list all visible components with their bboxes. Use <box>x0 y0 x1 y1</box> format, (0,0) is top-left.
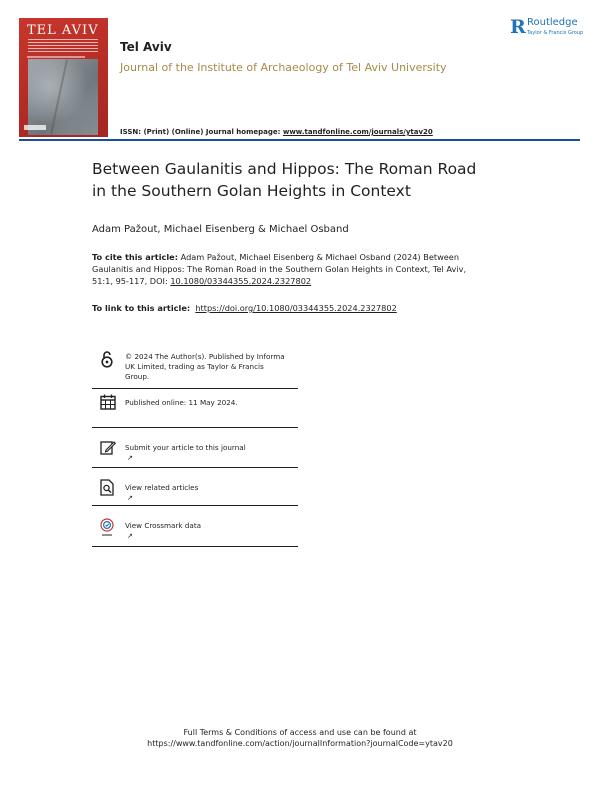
cover-publisher-logo <box>24 125 46 130</box>
crossmark-row[interactable] <box>92 506 298 547</box>
cover-subtitle-lines <box>28 39 98 53</box>
journal-homepage-link[interactable]: www.tandfonline.com/journals/ytav20 <box>282 128 433 136</box>
license-line: Group. <box>125 372 150 381</box>
journal-title: Tel Aviv <box>120 40 172 54</box>
submit-article-link[interactable] <box>125 443 246 463</box>
article-link-line <box>92 303 397 313</box>
article-authors: Adam Pažout, Michael Eisenberg & Michael Osband <box>92 224 349 235</box>
related-label[interactable]: View related articles <box>125 483 199 492</box>
cover-divider <box>27 56 85 58</box>
license-text <box>125 352 285 382</box>
citation-text: 51:1, 95-117, DOI: <box>92 276 168 286</box>
footer-terms: Full Terms & Conditions of access and use can be found at <box>183 728 417 737</box>
crossmark-link[interactable] <box>125 521 201 541</box>
issn-line <box>120 128 433 136</box>
header-divider <box>19 139 580 141</box>
article-title-line: Between Gaulanitis and Hippos: The Roman Road <box>92 160 477 178</box>
citation-label: To cite this article: <box>92 252 178 262</box>
doi-link[interactable]: 10.1080/03344355.2024.2327802 <box>170 276 312 286</box>
license-row <box>92 343 298 389</box>
related-row[interactable] <box>92 468 298 506</box>
issn-label: ISSN: (Print) (Online) Journal homepage: <box>120 128 281 136</box>
citation-block <box>92 251 542 287</box>
published-row <box>92 389 298 428</box>
cover-title: TEL AVIV <box>27 23 99 38</box>
article-title-line: in the Southern Golan Heights in Context <box>92 182 411 200</box>
license-line: UK Limited, trading as Taylor & Francis <box>125 362 264 371</box>
journal-cover-image <box>19 18 108 137</box>
edit-icon <box>100 440 116 455</box>
article-info-panel <box>92 343 298 547</box>
crossmark-label[interactable]: View Crossmark data <box>125 521 202 530</box>
license-line: © 2024 The Author(s). Published by Informa <box>125 352 285 361</box>
related-articles-link[interactable] <box>125 483 198 503</box>
link-label: To link to this article: <box>92 303 191 313</box>
open-access-icon <box>100 350 114 368</box>
publisher-name: Routledge <box>527 17 578 28</box>
crossmark-icon <box>100 518 114 537</box>
citation-text: Gaulanitis and Hippos: The Roman Road in the Southern Golan Heights in Context, Tel Aviv, <box>92 264 467 274</box>
article-title <box>92 158 562 202</box>
routledge-icon: R <box>510 16 526 38</box>
footer-url[interactable]: https://www.tandfonline.com/action/journalInformation?journalCode=ytav20 <box>147 739 453 748</box>
submit-row[interactable] <box>92 428 298 468</box>
citation-text: Adam Pažout, Michael Eisenberg & Michael Osband (2024) Between <box>180 252 460 262</box>
journal-subtitle: Journal of the Institute of Archaeology of Tel Aviv University <box>120 61 447 74</box>
external-link-icon: ↗ <box>127 494 133 502</box>
calendar-icon <box>100 394 116 410</box>
submit-label[interactable]: Submit your article to this journal <box>125 443 246 452</box>
related-articles-icon <box>100 479 115 496</box>
cover-photo <box>28 59 98 135</box>
publisher-tagline: Taylor & Francis Group <box>527 30 584 36</box>
footer <box>0 727 600 749</box>
external-link-icon: ↗ <box>127 454 133 462</box>
external-link-icon: ↗ <box>127 532 133 540</box>
published-date: Published online: 11 May 2024. <box>125 398 238 407</box>
article-doi-url[interactable]: https://doi.org/10.1080/03344355.2024.2327802 <box>195 303 397 313</box>
